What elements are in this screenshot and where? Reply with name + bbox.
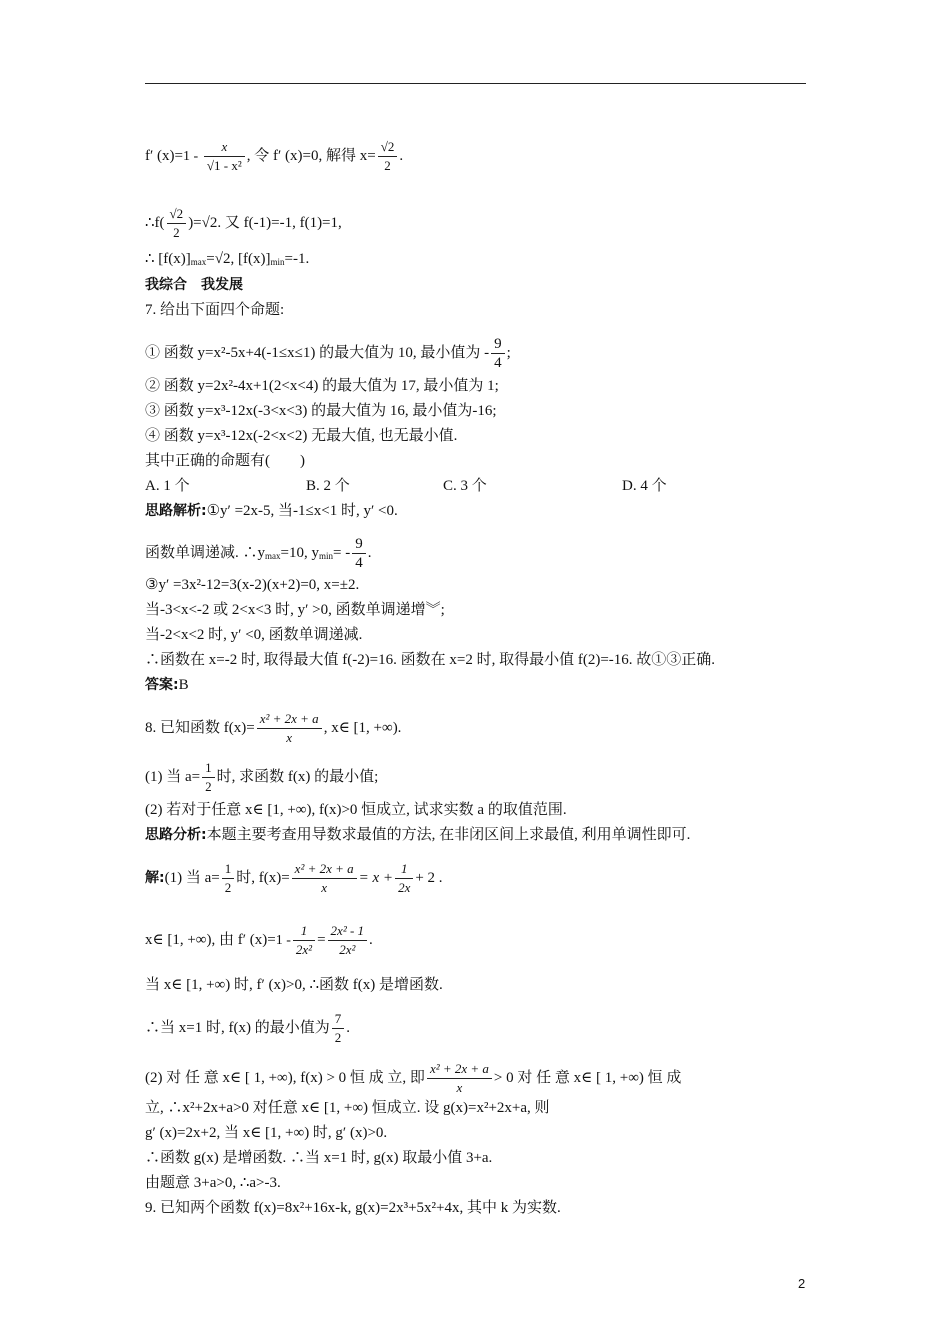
- monotonic-statement: 当 x∈ [1, +∞) 时, f′ (x)>0, ∴函数 f(x) 是增函数.: [145, 977, 443, 993]
- choice-b: B. 2 个: [306, 478, 350, 494]
- choice-a: A. 1 个: [145, 478, 190, 494]
- problem-7-stem: 7. 给出下面四个命题:: [145, 302, 285, 318]
- analysis-7-line-5: 当-2<x<2 时, y′ <0, 函数单调递减.: [145, 627, 363, 643]
- value-line: ∴f( $\frac{√2}{2}$ )=√2. 又 f(-1)=-1, f(1)=1,: [145, 206, 342, 240]
- problem-9-stem: 9. 已知两个函数 f(x)=8x²+16x-k, g(x)=2x³+5x²+4x, 其中 k 为实数.: [145, 1200, 561, 1216]
- solution-8-line-4: ∴函数 g(x) 是增函数. ∴当 x=1 时, g(x) 取最小值 3+a.: [145, 1150, 493, 1166]
- analysis-7-line-4: 当-3<x<-2 或 2<x<3 时, y′ >0, 函数单调递增︾;: [145, 602, 445, 618]
- question-prompt: 其中正确的命题有( ): [145, 453, 305, 469]
- solution-8-line-5: 由题意 3+a>0, ∴a>-3.: [145, 1175, 281, 1191]
- analysis-8: 思路分析:本题主要考查用导数求最值的方法, 在非闭区间上求最值, 利用单调性即可.: [145, 827, 691, 843]
- extreme-values-line: ∴ $[f(x)]_{max}=√2$, $[f(x)]_{min}=-1$.: [145, 251, 310, 267]
- analysis-7: 思路解析:①y′ =2x-5, 当-1≤x<1 时, y′ <0.: [145, 503, 398, 519]
- proposition-1: ① 函数 y=x²-5x+4(-1≤x≤1) 的最大值为 10, 最小值为 - $\frac{9}{4}$ ;: [145, 336, 511, 371]
- answer-7: 答案:B: [145, 677, 189, 693]
- proposition-2: ② 函数 y=2x²-4x+1(2<x<4) 的最大值为 17, 最小值为 1;: [145, 378, 499, 394]
- problem-8-stem: 8. 已知函数 f(x)= $\frac{\text{x² + 2x + a}}{x}$ , x∈ [1, +∞).: [145, 711, 402, 745]
- choice-c: C. 3 个: [443, 478, 487, 494]
- analysis-7-conclusion: ∴函数在 x=-2 时, 取得最大值 f(-2)=16. 函数在 x=2 时, 取得最小值 f(2)=-16. 故①③正确.: [145, 652, 716, 668]
- problem-8-part-1: (1) 当 a= $\frac{1}{2}$ 时, 求函数 f(x) 的最小值;: [145, 760, 379, 794]
- section-heading: 我综合 我发展: [145, 277, 243, 293]
- analysis-7-line-3: ③y′ =3x²-12=3(x-2)(x+2)=0, x=±2.: [145, 577, 360, 593]
- proposition-4: ④ 函数 y=x³-12x(-2<x<2) 无最大值, 也无最小值.: [145, 428, 458, 444]
- proposition-3: ③ 函数 y=x³-12x(-3<x<3) 的最大值为 16, 最小值为-16;: [145, 403, 497, 419]
- solution-8-part-1: 解:(1) 当 a= $\frac{1}{2}$ 时, f(x)= $\frac{\text{x² + 2x + a}}{x}$ = x + $\frac{1}{2x}$ + 2 .: [145, 861, 443, 895]
- derivative-8: x∈ [1, +∞), 由 f′ (x)=1 - $\frac{1}{\text{2x²}}$ = $\frac{\text{2x² - 1}}{\text{2x²}}$ .: [145, 923, 373, 957]
- minimum-value-line: ∴当 x=1 时, f(x) 的最小值为 $\frac{7}{2}$ .: [145, 1011, 350, 1045]
- choice-d: D. 4 个: [622, 478, 667, 494]
- derivative-line: f′ (x)=1 - $\frac{x}{\text{√1 - x²}}$ , 令 f′ (x)=0, 解得 x= $\frac{√2}{2}$ .: [145, 139, 404, 173]
- solution-8-line-2: 立, ∴x²+2x+a>0 对任意 x∈ [1, +∞) 恒成立. 设 g(x)=x²+2x+a, 则: [145, 1100, 550, 1116]
- solution-8-part-2: (2) 对 任 意 x∈ [ 1, +∞), f(x) > 0 恒 成 立, 即 $\frac{\text{x² + 2x + a}}{x}$ > 0 对 任 意 x∈ [ 1, +∞) 恒 成: [145, 1061, 682, 1095]
- problem-8-part-2: (2) 若对于任意 x∈ [1, +∞), f(x)>0 恒成立, 试求实数 a 的取值范围.: [145, 802, 567, 818]
- page-number: 2: [798, 1276, 806, 1291]
- solution-8-line-3: g′ (x)=2x+2, 当 x∈ [1, +∞) 时, g′ (x)>0.: [145, 1125, 388, 1141]
- header-rule: [145, 83, 806, 84]
- analysis-7-line-2: 函数单调递减. $\therefore y_{max}=10$, $y_{min}=$ - $\frac{9}{4}$ .: [145, 536, 372, 571]
